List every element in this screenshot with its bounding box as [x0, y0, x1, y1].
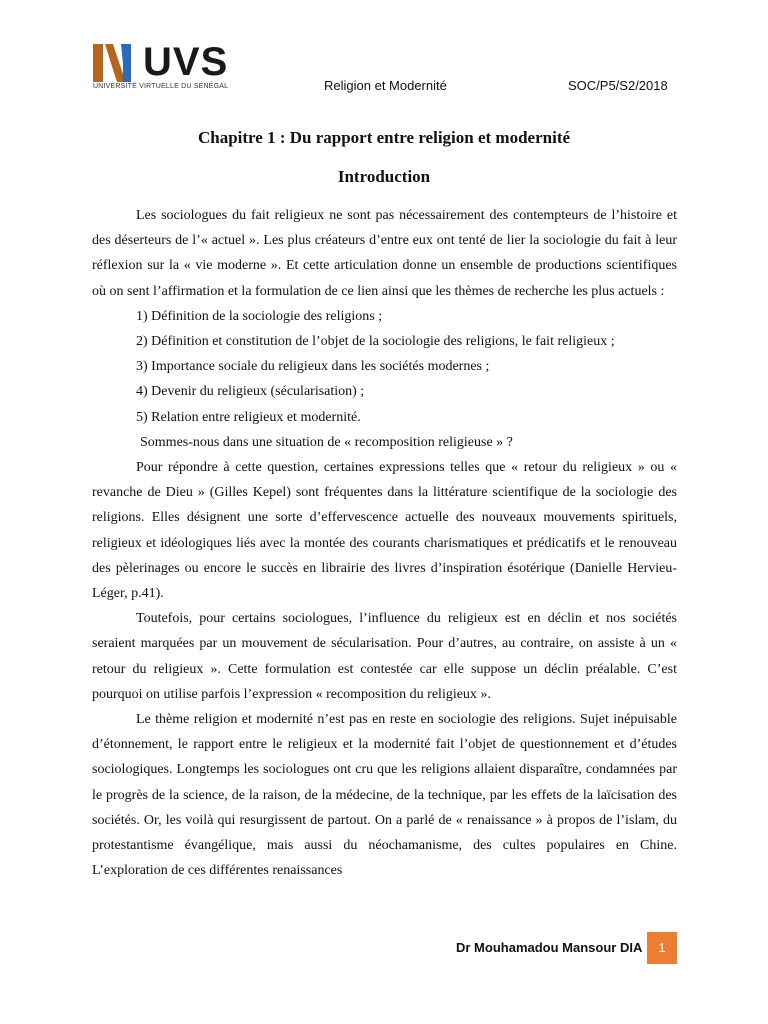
header-course-title: Religion et Modernité [324, 78, 447, 93]
uvs-logo-mark [93, 44, 139, 82]
uvs-logo [93, 40, 233, 98]
list-item: 2) Définition et constitution de l’objet de la sociologie des religions, le fait religieux ; [136, 334, 615, 350]
question-line: Sommes-nous dans une situation de « recomposition religieuse » ? [140, 434, 513, 450]
chapter-title: Chapitre 1 : Du rapport entre religion et modernité [197, 128, 571, 147]
logo-text: UVS [143, 40, 229, 84]
page-number-badge: 1 [647, 932, 677, 964]
list-item: 5) Relation entre religieux et modernité. [136, 409, 361, 425]
paragraph-3: Toutefois, pour certains sociologues, l’influence du religieux est en déclin et nos sociétés seraient marquées par un mouvement de sécularisation. Pour d’autres, au contraire, on assiste à un « retour du religieux ». Cette formulation est contestée car elle suppose un déclin préalable. C’est pourquoi on utilise parfois l’expression « recomposition du religieux ». [92, 611, 677, 702]
footer-author: Dr Mouhamadou Mansour DIA [456, 940, 643, 955]
paragraph-4: Le thème religion et modernité n’est pas en reste en sociologie des religions. Sujet inépuisable d’étonnement, le rapport entre le religieux et la modernité fait l’objet de questionnement et d’études sociologiques. Longtemps les sociologues ont cru que les religions allaient disparaître, condamnées par le progrès de la science, de la raison, de la médecine, de la technique, par les effets de la laïcisation des sociétés. Or, les voilà qui resurgissent de partout. On a parlé de « renaissance » à propos de l’islam, du protestantisme évangélique, mais aussi du néochamanisme, des cultes populaires en Chine. L’exploration de ces différentes renaissances [92, 712, 677, 879]
list-item: 4) Devenir du religieux (sécularisation) ; [136, 384, 365, 400]
list-item: 1) Définition de la sociologie des religions ; [136, 308, 383, 324]
list-item: 3) Importance sociale du religieux dans les sociétés modernes ; [136, 359, 490, 375]
section-heading: Introduction [337, 167, 431, 186]
document-body [92, 203, 677, 883]
paragraph-1: Les sociologues du fait religieux ne sont pas nécessairement des contempteurs de l’histoire et des déserteurs de l’« actuel ». Les plus créateurs d’entre eux ont tenté de lier la sociologie du fait à leur réflexion sur la « vie moderne ». Et cette articulation donne un ensemble de productions scientifiques où on sent l’affirmation et la formulation de ce lien ainsi que les thèmes de recherche les plus actuels : [92, 208, 677, 299]
paragraph-2: Pour répondre à cette question, certaines expressions telles que « retour du religieux » ou « revanche de Dieu » (Gilles Kepel) sont fréquentes dans la littérature scientifique de la sociologie des religions. Elles désignent une sorte d’effervescence actuelle des nouveaux mouvements spirituels, religieux et idéologiques liés avec la montée des courants charismatiques et prédicatifs et le renouveau des pèlerinages ou encore le succès en librairie des livres d’inspiration ésotérique (Danielle Hervieu-Léger, p.41). [92, 460, 677, 602]
logo-subtitle: UNIVERSITÉ VIRTUELLE DU SÉNÉGAL [93, 83, 229, 90]
header-course-code: SOC/P5/S2/2018 [568, 78, 668, 93]
